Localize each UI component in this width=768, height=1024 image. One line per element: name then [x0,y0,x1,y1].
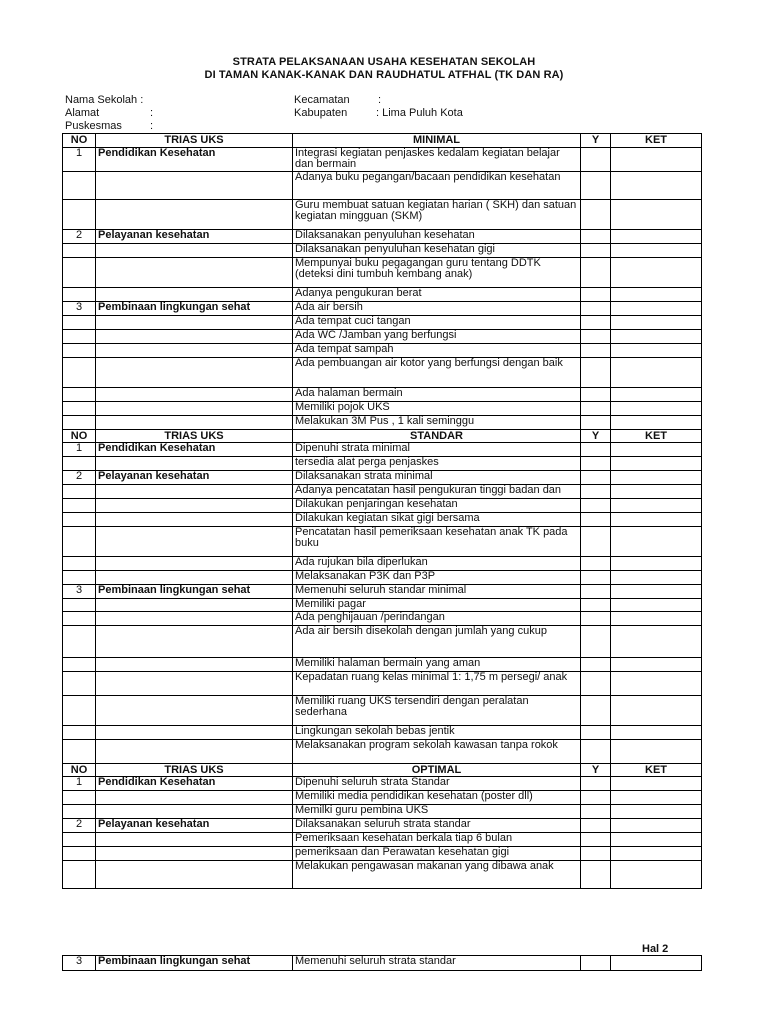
criteria-cell: Melaksanakan program sekolah kawasan tanpa rokok [293,740,581,764]
y-checkbox-cell[interactable] [581,791,611,805]
trias-uks-cell [96,557,293,571]
trias-uks-cell [96,200,293,230]
trias-uks-cell [96,626,293,658]
y-checkbox-cell[interactable] [581,819,611,833]
criteria-cell: Melakukan 3M Pus , 1 kali seminggu [293,416,581,430]
continuation-table [62,955,702,971]
criteria-cell: Ada tempat cuci tangan [293,316,581,330]
table-row [63,244,702,258]
y-checkbox-cell[interactable] [581,658,611,672]
table-row [63,443,702,457]
trias-uks-cell [96,358,293,388]
y-checkbox-cell[interactable] [581,485,611,499]
trias-uks-cell [96,791,293,805]
row-number [63,416,96,430]
ket-cell[interactable] [611,288,702,302]
criteria-cell: Adanya buku pegangan/bacaan pendidikan kesehatan [293,172,581,200]
trias-uks-cell [96,258,293,288]
header-ket: KET [611,430,702,443]
ket-cell[interactable] [611,499,702,513]
trias-uks-cell [96,316,293,330]
ket-cell[interactable] [611,585,702,599]
trias-uks-cell [96,344,293,358]
criteria-cell: Ada WC /Jamban yang berfungsi [293,330,581,344]
table-row [63,344,702,358]
criteria-cell: Dipenuhi seluruh strata Standar [293,777,581,791]
ket-cell[interactable] [611,805,702,819]
ket-cell[interactable] [611,626,702,658]
section-header-row [63,764,702,777]
trias-uks-cell [96,388,293,402]
row-number [63,791,96,805]
y-checkbox-cell[interactable] [581,443,611,457]
table-row [63,557,702,571]
section-header-row [63,430,702,443]
table-row [63,527,702,557]
criteria-cell: Ada penghijauan /perindangan [293,612,581,626]
ket-cell[interactable] [611,847,702,861]
criteria-cell: Dilakukan kegiatan sikat gigi bersama [293,513,581,527]
criteria-cell: Memiliki media pendidikan kesehatan (poster dll) [293,791,581,805]
criteria-cell: Memiliki halaman bermain yang aman [293,658,581,672]
ket-cell[interactable] [611,457,702,471]
table-row [63,861,702,889]
ket-cell[interactable] [611,833,702,847]
y-checkbox-cell[interactable] [581,847,611,861]
trias-uks-cell [96,571,293,585]
table-row [63,148,702,172]
trias-uks-cell [96,402,293,416]
row-number: 1 [63,148,96,172]
table-row [63,805,702,819]
table-row [63,777,702,791]
row-number [63,847,96,861]
trias-uks-cell [96,330,293,344]
alamat-colon: : [150,107,154,119]
ket-cell[interactable] [611,443,702,457]
y-checkbox-cell[interactable] [581,344,611,358]
ket-cell[interactable] [611,402,702,416]
criteria-cell: Ada air bersih disekolah dengan jumlah yang cukup [293,626,581,658]
table-row [63,612,702,626]
row-number [63,288,96,302]
table-row [63,740,702,764]
table-row [63,471,702,485]
ket-cell[interactable] [611,571,702,585]
ket-cell[interactable] [611,672,702,696]
header-level-optimal: OPTIMAL [293,764,581,777]
table-row [63,200,702,230]
row-number [63,330,96,344]
row-number: 3 [63,302,96,316]
table-row [63,672,702,696]
row-number [63,658,96,672]
y-checkbox-cell[interactable] [581,499,611,513]
table-row [63,956,702,971]
kabupaten-label: Kabupaten [294,107,348,119]
criteria-cell: tersedia alat perga penjaskes [293,457,581,471]
criteria-cell: Memiliki pagar [293,599,581,612]
trias-uks-cell [96,833,293,847]
y-checkbox-cell[interactable] [581,956,611,971]
row-number: 3 [63,956,96,971]
trias-uks-cell [96,672,293,696]
header-no: NO [63,764,96,777]
row-number: 3 [63,585,96,599]
ket-cell[interactable] [611,416,702,430]
row-number [63,696,96,726]
criteria-cell: Adanya pengukuran berat [293,288,581,302]
ket-cell[interactable] [611,358,702,388]
y-checkbox-cell[interactable] [581,805,611,819]
y-checkbox-cell[interactable] [581,358,611,388]
table-row [63,819,702,833]
trias-uks-cell: Pembinaan lingkungan sehat [96,585,293,599]
y-checkbox-cell[interactable] [581,457,611,471]
ket-cell[interactable] [611,726,702,740]
nama-sekolah-label: Nama Sekolah : [65,94,144,106]
row-number [63,833,96,847]
kabupaten-value: : Lima Puluh Kota [376,107,463,119]
row-number [63,571,96,585]
y-checkbox-cell[interactable] [581,172,611,200]
table-row [63,457,702,471]
ket-cell[interactable] [611,956,702,971]
trias-uks-cell [96,457,293,471]
criteria-cell: Dilaksanakan penyuluhan kesehatan [293,230,581,244]
table-row [63,388,702,402]
row-number [63,672,96,696]
y-checkbox-cell[interactable] [581,833,611,847]
y-checkbox-cell[interactable] [581,626,611,658]
table-row [63,288,702,302]
trias-uks-cell [96,485,293,499]
y-checkbox-cell[interactable] [581,726,611,740]
trias-uks-cell [96,847,293,861]
ket-cell[interactable] [611,819,702,833]
criteria-cell: Mempunyai buku pegagangan guru tentang DDTK (deteksi dini tumbuh kembang anak) [293,258,581,288]
y-checkbox-cell[interactable] [581,672,611,696]
ket-cell[interactable] [611,471,702,485]
header-trias-uks: TRIAS UKS [96,134,293,148]
trias-uks-cell [96,499,293,513]
header-ket: KET [611,134,702,148]
criteria-cell: Pencatatan hasil pemeriksaan kesehatan anak TK pada buku [293,527,581,557]
row-number [63,358,96,388]
row-number [63,172,96,200]
row-number [63,612,96,626]
criteria-cell: Melakukan pengawasan makanan yang dibawa anak [293,861,581,889]
criteria-cell: Memenuhi seluruh standar minimal [293,585,581,599]
trias-uks-cell [96,658,293,672]
header-y: Y [581,134,611,148]
row-number [63,485,96,499]
row-number [63,457,96,471]
row-number [63,527,96,557]
ket-cell[interactable] [611,388,702,402]
criteria-cell: Dipenuhi strata minimal [293,443,581,457]
criteria-cell: Dilakukan penjaringan kesehatan [293,499,581,513]
row-number [63,388,96,402]
page-number: Hal 2 [642,943,669,955]
table-row [63,599,702,612]
trias-uks-cell [96,805,293,819]
alamat-label: Alamat [65,107,100,119]
y-checkbox-cell[interactable] [581,302,611,316]
y-checkbox-cell[interactable] [581,777,611,791]
ket-cell[interactable] [611,148,702,172]
y-checkbox-cell[interactable] [581,585,611,599]
table-row [63,833,702,847]
y-checkbox-cell[interactable] [581,148,611,172]
y-checkbox-cell[interactable] [581,513,611,527]
criteria-cell: Ada rujukan bila diperlukan [293,557,581,571]
trias-uks-cell: Pelayanan kesehatan [96,471,293,485]
puskesmas-colon: : [150,120,154,132]
criteria-cell: Dilaksanakan seluruh strata standar [293,819,581,833]
trias-uks-cell [96,527,293,557]
row-number [63,402,96,416]
ket-cell[interactable] [611,200,702,230]
ket-cell[interactable] [611,658,702,672]
table-row [63,358,702,388]
kecamatan-label: Kecamatan [294,94,350,106]
criteria-cell: Integrasi kegiatan penjaskes kedalam kegiatan belajar dan bermain [293,148,581,172]
y-checkbox-cell[interactable] [581,571,611,585]
trias-uks-cell [96,612,293,626]
header-trias-uks: TRIAS UKS [96,430,293,443]
y-checkbox-cell[interactable] [581,527,611,557]
trias-uks-cell: Pendidikan Kesehatan [96,148,293,172]
row-number [63,258,96,288]
table-row [63,172,702,200]
criteria-cell: Kepadatan ruang kelas minimal 1: 1,75 m persegi/ anak [293,672,581,696]
y-checkbox-cell[interactable] [581,330,611,344]
ket-cell[interactable] [611,612,702,626]
trias-uks-cell [96,696,293,726]
criteria-cell: Guru membuat satuan kegiatan harian ( SKH) dan satuan kegiatan mingguan (SKM) [293,200,581,230]
header-level-minimal: MINIMAL [293,134,581,148]
y-checkbox-cell[interactable] [581,612,611,626]
ket-cell[interactable] [611,330,702,344]
y-checkbox-cell[interactable] [581,388,611,402]
y-checkbox-cell[interactable] [581,471,611,485]
y-checkbox-cell[interactable] [581,230,611,244]
trias-uks-cell: Pendidikan Kesehatan [96,777,293,791]
trias-uks-cell [96,861,293,889]
row-number [63,599,96,612]
table-row [63,302,702,316]
criteria-cell: Ada air bersih [293,302,581,316]
table-row [63,696,702,726]
table-row [63,726,702,740]
trias-uks-cell: Pelayanan kesehatan [96,819,293,833]
ket-cell[interactable] [611,244,702,258]
table-row [63,571,702,585]
ket-cell[interactable] [611,557,702,571]
header-no: NO [63,430,96,443]
y-checkbox-cell[interactable] [581,258,611,288]
ket-cell[interactable] [611,316,702,330]
header-y: Y [581,430,611,443]
criteria-cell: Pemeriksaan kesehatan berkala tiap 6 bulan [293,833,581,847]
row-number [63,244,96,258]
trias-uks-cell: Pendidikan Kesehatan [96,443,293,457]
header-level-standar: STANDAR [293,430,581,443]
y-checkbox-cell[interactable] [581,416,611,430]
ket-cell[interactable] [611,344,702,358]
ket-cell[interactable] [611,302,702,316]
ket-cell[interactable] [611,527,702,557]
table-row [63,585,702,599]
table-row [63,626,702,658]
y-checkbox-cell[interactable] [581,861,611,889]
table-row [63,791,702,805]
ket-cell[interactable] [611,172,702,200]
trias-uks-cell: Pembinaan lingkungan sehat [96,302,293,316]
row-number: 2 [63,819,96,833]
criteria-cell: Melaksanakan P3K dan P3P [293,571,581,585]
y-checkbox-cell[interactable] [581,599,611,612]
kecamatan-colon: : [378,94,382,106]
ket-cell[interactable] [611,861,702,889]
strata-table [62,133,702,889]
criteria-cell: Dilaksanakan strata minimal [293,471,581,485]
y-checkbox-cell[interactable] [581,244,611,258]
ket-cell[interactable] [611,696,702,726]
header-ket: KET [611,764,702,777]
row-number [63,344,96,358]
row-number: 1 [63,443,96,457]
table-row [63,499,702,513]
trias-uks-cell [96,726,293,740]
y-checkbox-cell[interactable] [581,557,611,571]
criteria-cell: Dilaksanakan penyuluhan kesehatan gigi [293,244,581,258]
ket-cell[interactable] [611,230,702,244]
row-number [63,513,96,527]
trias-uks-cell [96,513,293,527]
row-number: 1 [63,777,96,791]
criteria-cell: pemeriksaan dan Perawatan kesehatan gigi [293,847,581,861]
row-number [63,316,96,330]
y-checkbox-cell[interactable] [581,200,611,230]
ket-cell[interactable] [611,740,702,764]
table-row [63,258,702,288]
ket-cell[interactable] [611,485,702,499]
table-row [63,658,702,672]
table-row [63,330,702,344]
criteria-cell: Memenuhi seluruh strata standar [293,956,581,971]
trias-uks-cell: Pembinaan lingkungan sehat [96,956,293,971]
criteria-cell: Lingkungan sekolah bebas jentik [293,726,581,740]
row-number [63,626,96,658]
criteria-cell: Adanya pencatatan hasil pengukuran tinggi badan dan [293,485,581,499]
criteria-cell: Ada tempat sampah [293,344,581,358]
criteria-cell: Ada halaman bermain [293,388,581,402]
criteria-cell: Memiliki ruang UKS tersendiri dengan peralatan sederhana [293,696,581,726]
row-number: 2 [63,471,96,485]
table-row [63,847,702,861]
document-title-line-1: STRATA PELAKSANAAN USAHA KESEHATAN SEKOLAH [232,56,536,68]
row-number [63,726,96,740]
table-row [63,485,702,499]
ket-cell[interactable] [611,258,702,288]
header-no: NO [63,134,96,148]
trias-uks-cell: Pelayanan kesehatan [96,230,293,244]
header-y: Y [581,764,611,777]
puskesmas-label: Puskesmas [65,120,122,132]
table-row [63,402,702,416]
ket-cell[interactable] [611,599,702,612]
trias-uks-cell [96,172,293,200]
row-number [63,200,96,230]
trias-uks-cell [96,244,293,258]
row-number [63,499,96,513]
y-checkbox-cell[interactable] [581,740,611,764]
row-number [63,861,96,889]
trias-uks-cell [96,416,293,430]
table-row [63,316,702,330]
row-number [63,805,96,819]
table-row [63,416,702,430]
trias-uks-cell [96,740,293,764]
y-checkbox-cell[interactable] [581,288,611,302]
header-trias-uks: TRIAS UKS [96,764,293,777]
ket-cell[interactable] [611,777,702,791]
y-checkbox-cell[interactable] [581,316,611,330]
ket-cell[interactable] [611,791,702,805]
criteria-cell: Memiliki pojok UKS [293,402,581,416]
ket-cell[interactable] [611,513,702,527]
criteria-cell: Memilki guru pembina UKS [293,805,581,819]
document-title-line-2: DI TAMAN KANAK-KANAK DAN RAUDHATUL ATFHAL (TK DAN RA) [204,69,564,81]
trias-uks-cell [96,599,293,612]
trias-uks-cell [96,288,293,302]
table-row [63,513,702,527]
row-number [63,557,96,571]
section-header-row [63,134,702,148]
y-checkbox-cell[interactable] [581,402,611,416]
row-number [63,740,96,764]
y-checkbox-cell[interactable] [581,696,611,726]
row-number: 2 [63,230,96,244]
criteria-cell: Ada pembuangan air kotor yang berfungsi dengan baik [293,358,581,388]
table-row [63,230,702,244]
